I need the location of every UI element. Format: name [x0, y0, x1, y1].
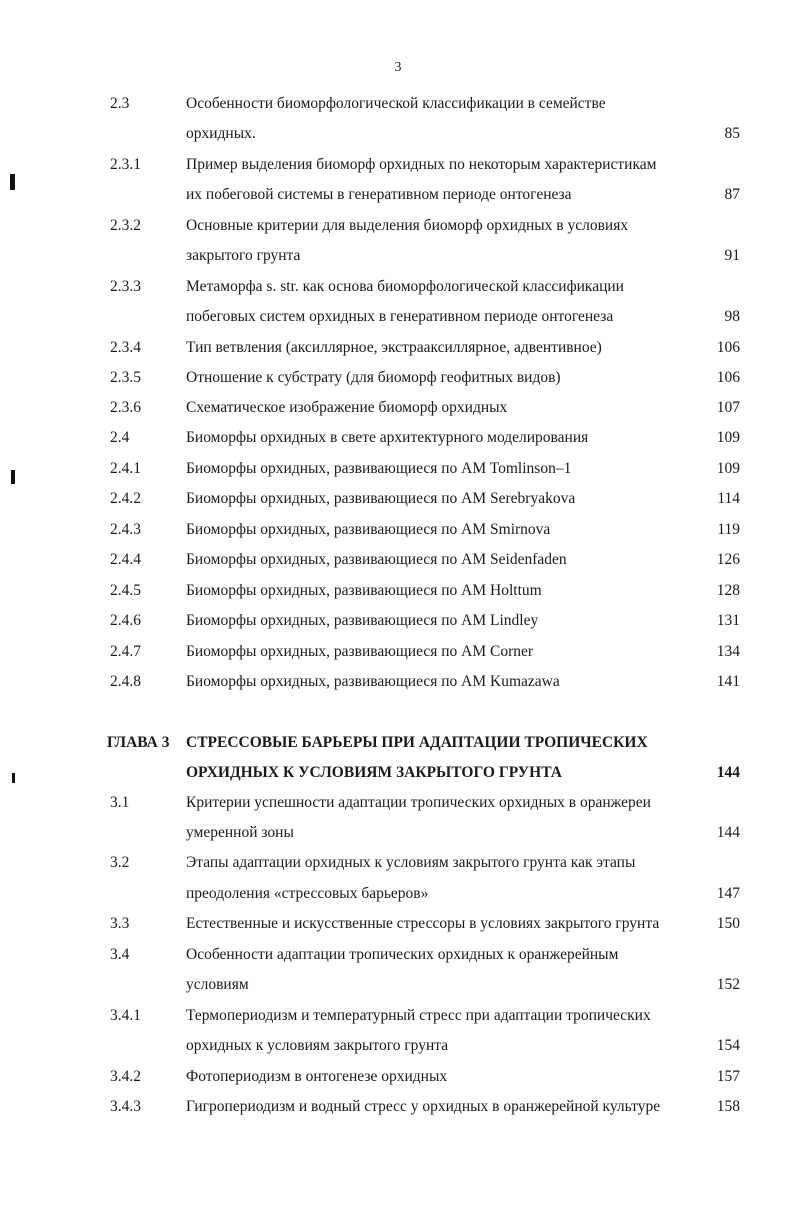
entry-title: Естественные и искусственные стрессоры в условиях закрытого грунта — [186, 915, 660, 932]
entry-title: Биоморфы орхидных, развивающиеся по AM Kumazawa — [186, 673, 560, 690]
entry-title: Биоморфы орхидных, развивающиеся по AM Lindley — [186, 612, 539, 629]
entry-number: 3.3 — [110, 915, 130, 932]
entry-title: Этапы адаптации орхидных к условиям закрытого грунта как этапы — [186, 854, 636, 871]
entry-number: 2.3.6 — [110, 399, 141, 416]
scan-mark — [10, 174, 15, 190]
entry-title: орхидных к условиям закрытого грунта — [186, 1037, 449, 1054]
entry-number: 2.4 — [110, 429, 130, 446]
entry-number: 2.3.1 — [110, 156, 141, 173]
entry-title: их побеговой системы в генеративном периоде онтогенеза — [186, 186, 572, 203]
entry-number: 3.2 — [110, 854, 130, 871]
entry-number: 3.4.2 — [110, 1068, 141, 1085]
entry-page: 144 — [716, 824, 740, 841]
entry-page: 147 — [716, 885, 740, 902]
entry-title: Метаморфа s. str. как основа биоморфологической классификации — [186, 278, 624, 295]
entry-number: 2.3.5 — [110, 369, 141, 386]
entry-title: Пример выделения биоморф орхидных по некоторым характеристикам — [186, 156, 657, 173]
entry-title: Биоморфы орхидных, развивающиеся по AM Smirnova — [186, 521, 551, 538]
entry-page: 141 — [716, 673, 740, 690]
entry-title: Термопериодизм и температурный стресс при адаптации тропических — [186, 1007, 651, 1024]
entry-page: 109 — [716, 429, 740, 446]
entry-page: 85 — [724, 125, 740, 142]
entry-page: 150 — [716, 915, 740, 932]
entry-title: преодоления «стрессовых барьеров» — [186, 885, 429, 902]
entry-number: 3.1 — [110, 794, 130, 811]
entry-page: 157 — [716, 1068, 740, 1085]
entry-page: 126 — [716, 551, 740, 568]
entry-page: 134 — [716, 643, 740, 660]
entry-title: Гигропериодизм и водный стресс у орхидных в оранжерейной культуре — [186, 1098, 661, 1115]
entry-number: 2.3.3 — [110, 278, 141, 295]
entry-number: 2.4.6 — [110, 612, 141, 629]
entry-title: Особенности адаптации тропических орхидных к оранжерейным — [186, 946, 619, 963]
entry-page: 114 — [717, 490, 740, 507]
entry-page: 106 — [716, 339, 740, 356]
entry-title: умеренной зоны — [186, 824, 294, 841]
entry-title: закрытого грунта — [186, 247, 301, 264]
entry-number: 2.4.1 — [110, 460, 141, 477]
entry-page: 98 — [724, 308, 740, 325]
entry-title: Биоморфы орхидных, развивающиеся по AM Serebryakova — [186, 490, 576, 507]
entry-title: условиям — [186, 976, 249, 993]
entry-page: 106 — [716, 369, 740, 386]
entry-title: Тип ветвления (аксиллярное, экстрааксиллярное, адвентивное) — [186, 339, 602, 356]
chapter-title: СТРЕССОВЫЕ БАРЬЕРЫ ПРИ АДАПТАЦИИ ТРОПИЧЕСКИХ — [186, 734, 648, 751]
entry-title: Отношение к субстрату (для биоморф геофитных видов) — [186, 369, 561, 386]
entry-number: 2.4.4 — [110, 551, 141, 568]
chapter-title: ОРХИДНЫХ К УСЛОВИЯМ ЗАКРЫТОГО ГРУНТА — [186, 764, 562, 781]
entry-number: 3.4.3 — [110, 1098, 141, 1115]
entry-number: 2.4.2 — [110, 490, 141, 507]
entry-page: 128 — [716, 582, 740, 599]
entry-title: Биоморфы орхидных, развивающиеся по AM Tomlinson–1 — [186, 460, 572, 477]
entry-title: Биоморфы орхидных, развивающиеся по AM Seidenfaden — [186, 551, 567, 568]
entry-title: Фотопериодизм в онтогенезе орхидных — [186, 1068, 448, 1085]
entry-number: 3.4.1 — [110, 1007, 141, 1024]
scan-mark — [11, 470, 15, 484]
entry-title: Биоморфы орхидных, развивающиеся по AM Corner — [186, 643, 534, 660]
entry-number: 2.4.3 — [110, 521, 141, 538]
scan-mark — [12, 773, 15, 783]
entry-page: 158 — [716, 1098, 740, 1115]
entry-number: 2.3.2 — [110, 217, 141, 234]
entry-title: Биоморфы орхидных, развивающиеся по AM Holttum — [186, 582, 542, 599]
entry-number: 3.4 — [110, 946, 130, 963]
entry-title: побеговых систем орхидных в генеративном периоде онтогенеза — [186, 308, 614, 325]
entry-title: Критерии успешности адаптации тропических орхидных в оранжереи — [186, 794, 651, 811]
chapter-number: ГЛАВА 3 — [107, 734, 170, 751]
page-number: 3 — [394, 60, 402, 75]
entry-title: Биоморфы орхидных в свете архитектурного моделирования — [186, 429, 589, 446]
entry-page: 87 — [724, 186, 740, 203]
chapter-page: 144 — [716, 764, 740, 781]
entry-title: орхидных. — [186, 125, 256, 142]
entry-number: 2.3 — [110, 95, 130, 112]
entry-title: Схематическое изображение биоморф орхидных — [186, 399, 508, 416]
entry-number: 2.4.8 — [110, 673, 141, 690]
entry-page: 152 — [716, 976, 740, 993]
entry-number: 2.3.4 — [110, 339, 141, 356]
entry-number: 2.4.5 — [110, 582, 141, 599]
entry-page: 119 — [717, 521, 740, 538]
entry-title: Основные критерии для выделения биоморф орхидных в условиях — [186, 217, 629, 234]
entry-page: 109 — [716, 460, 740, 477]
entry-page: 107 — [716, 399, 740, 416]
entry-page: 91 — [724, 247, 740, 264]
entry-page: 154 — [716, 1037, 740, 1054]
entry-page: 131 — [716, 612, 740, 629]
entry-title: Особенности биоморфологической классификации в семействе — [186, 95, 606, 112]
entry-number: 2.4.7 — [110, 643, 141, 660]
